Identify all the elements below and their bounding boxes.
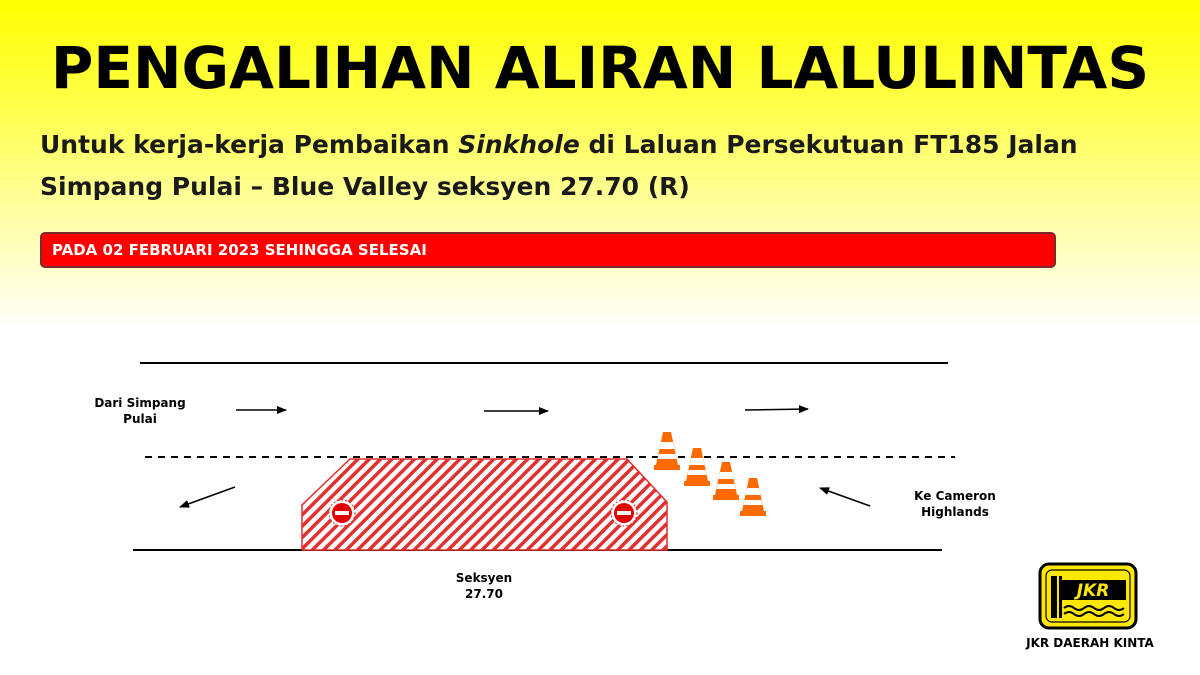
no-entry-sign-left — [329, 500, 355, 526]
traffic-cone-3 — [713, 462, 739, 500]
work-zone-hatched — [302, 459, 667, 550]
origin-label-line1: Dari Simpang — [94, 396, 186, 410]
arrow-approach — [820, 488, 870, 506]
destination-label-line1: Ke Cameron — [914, 489, 996, 503]
subtitle-text-start: Untuk kerja-kerja Pembaikan — [40, 130, 459, 159]
traffic-cone-2 — [684, 448, 710, 486]
page-title: PENGALIHAN ALIRAN LALULINTAS — [50, 34, 1150, 102]
destination-label-line2: Highlands — [921, 505, 989, 519]
traffic-cone-1 — [654, 432, 680, 470]
logo-text: JKR — [1076, 581, 1110, 601]
jkr-logo — [1040, 564, 1136, 628]
arrow-left — [180, 487, 235, 507]
section-label — [444, 570, 524, 602]
traffic-cone-4 — [740, 478, 766, 516]
section-label-line1: Seksyen — [455, 571, 513, 585]
origin-label — [80, 395, 200, 427]
arrow-right-3 — [745, 409, 808, 410]
subtitle-italic: Sinkhole — [458, 130, 580, 159]
logo-caption: JKR DAERAH KINTA — [1026, 636, 1154, 650]
destination-label — [895, 488, 1015, 520]
date-banner: PADA 02 FEBRUARI 2023 SEHINGGA SELESAI — [40, 232, 1056, 268]
section-label-line2: 27.70 — [465, 587, 503, 601]
no-entry-sign-right — [611, 500, 637, 526]
subtitle-text-end: di Laluan Persekutuan FT185 Jalan Simpang Pulai – Blue Valley seksyen 27.70 (R) — [40, 130, 1078, 201]
origin-label-line2: Pulai — [123, 412, 157, 426]
